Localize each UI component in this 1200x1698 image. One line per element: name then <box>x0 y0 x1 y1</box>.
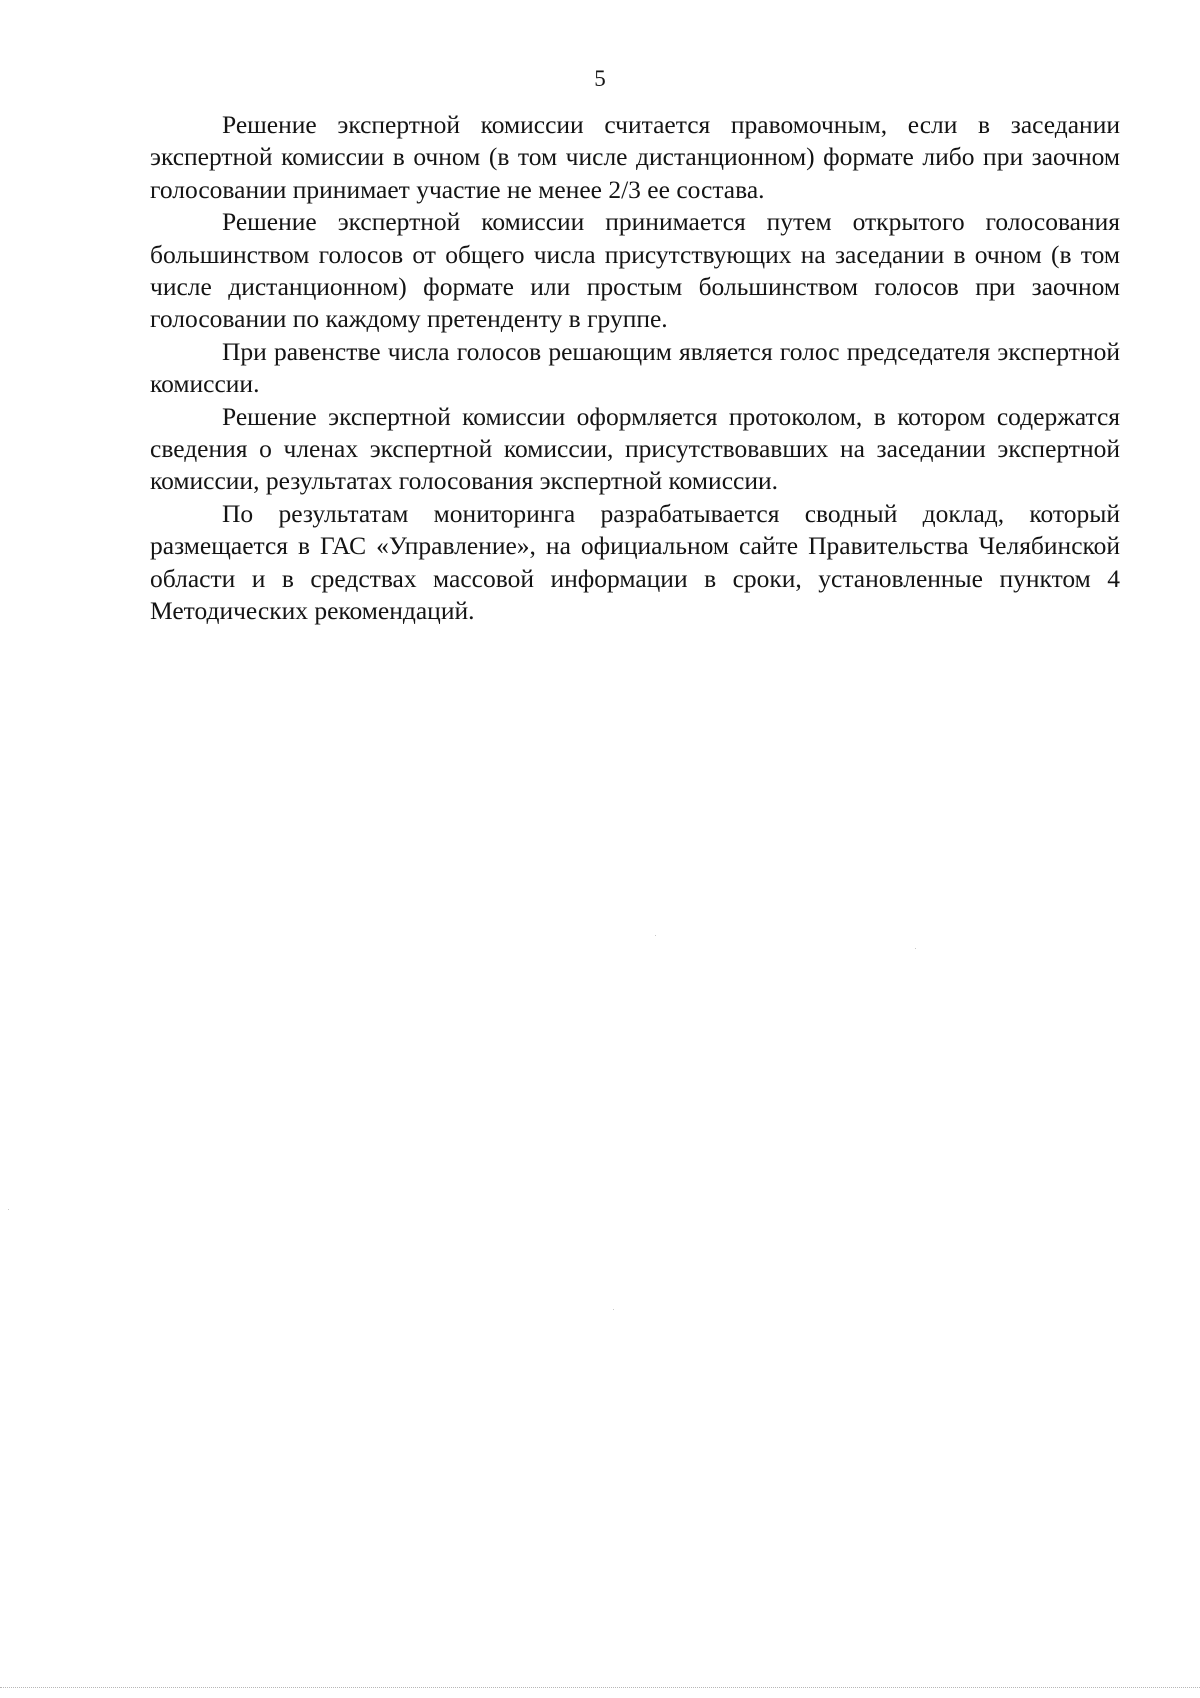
scan-bottom-edge <box>0 1687 1200 1688</box>
paragraph-voting: Решение экспертной комиссии принимается путем открытого голосования большинством голосов от общего числа присутствующих на заседании в очном (в том числе дистанционном) формате или простым большинством голосов при заочном голосовании по каждому претенденту в группе. <box>150 207 1120 334</box>
paragraph-quorum: Решение экспертной комиссии считается правомочным, если в заседании экспертной комиссии в очном (в том числе дистанционном) формате либо при заочном голосовании принимает участие не менее 2/3 ее состава. <box>150 110 1120 204</box>
scan-speck <box>655 935 656 936</box>
page-number: 5 <box>594 66 606 91</box>
paragraph-tie-vote: При равенстве числа голосов решающим является голос председателя экспертной комиссии. <box>150 336 1120 399</box>
document-body <box>150 109 1120 628</box>
paragraph-summary-report: По результатам мониторинга разрабатывается сводный доклад, который размещается в ГАС «Управление», на официальном сайте Правительства Челябинской области и в средствах массовой информации в сроки, установленные пунктом 4 Методических рекомендаций. <box>150 498 1120 626</box>
scan-speck <box>613 1309 614 1310</box>
scan-speck <box>915 948 916 949</box>
paragraph-protocol: Решение экспертной комиссии оформляется протоколом, в котором содержатся сведения о членах экспертной комиссии, присутствовавших на заседании экспертной комиссии, результатах голосования экспертной комиссии. <box>150 401 1120 496</box>
scan-speck <box>8 1209 9 1210</box>
